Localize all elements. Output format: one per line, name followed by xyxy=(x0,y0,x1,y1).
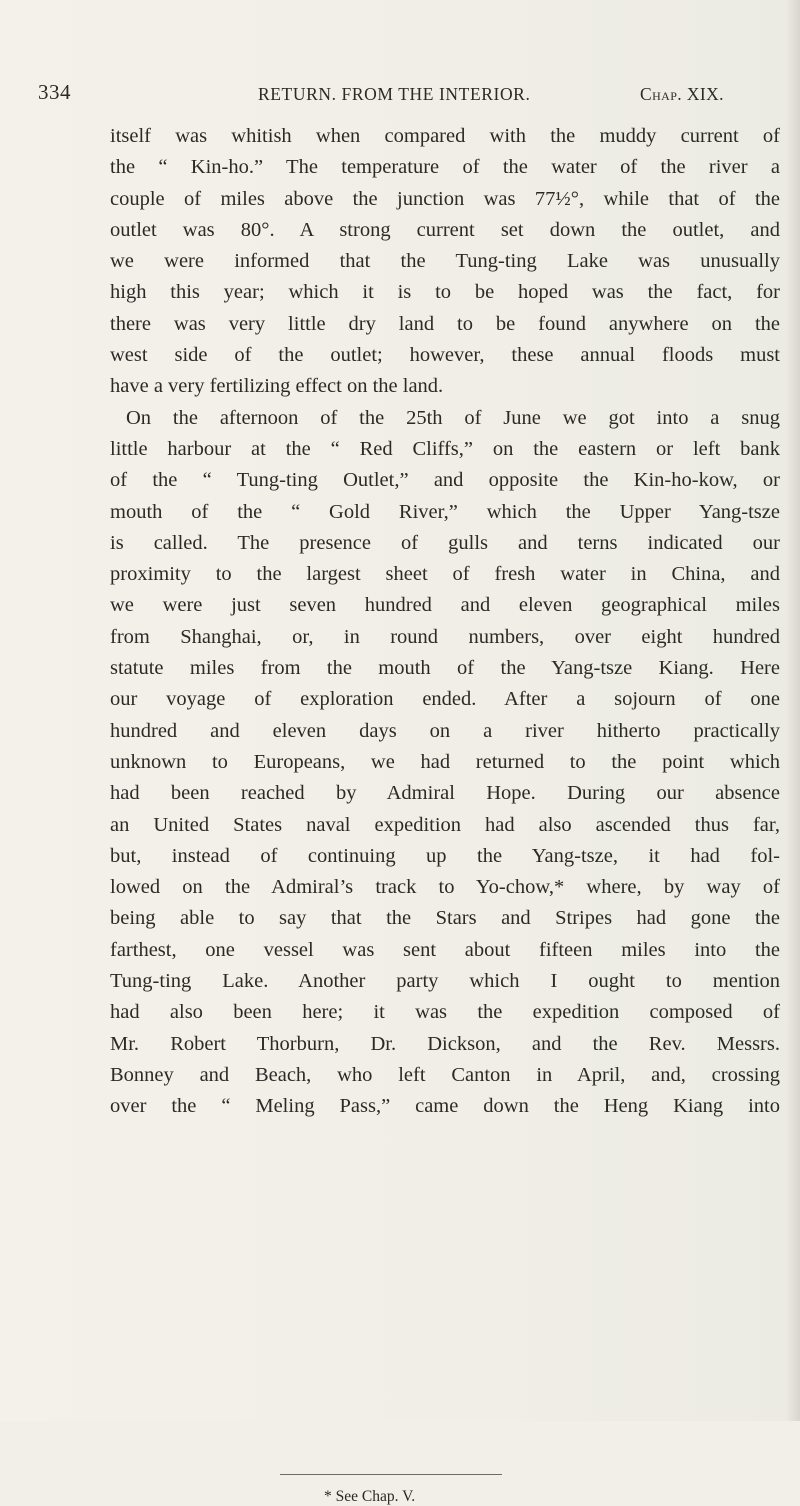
text-line: of the “ Tung-ting Outlet,” and opposite the Kin-ho-kow, or xyxy=(110,469,780,492)
text-line: there was very little dry land to be found anywhere on the xyxy=(110,312,780,335)
text-line: Tung-ting Lake. Another party which I ought to mention xyxy=(110,970,780,993)
page-number: 334 xyxy=(38,80,71,104)
chapter-label: Chap. XIX. xyxy=(640,84,724,104)
text-line: but, instead of continuing up the Yang-tsze, it had fol- xyxy=(110,844,780,867)
running-title: RETURN. FROM THE INTERIOR. xyxy=(258,84,531,104)
text-line: the “ Kin-ho.” The temperature of the water of the river a xyxy=(110,156,780,179)
text-line: statute miles from the mouth of the Yang-tsze Kiang. Here xyxy=(110,657,780,680)
text-line: lowed on the Admiral’s track to Yo-chow,* where, by way of xyxy=(110,876,780,899)
text-line: mouth of the “ Gold River,” which the Upper Yang-tsze xyxy=(110,500,780,523)
text-line: high this year; which it is to be hoped was the fact, for xyxy=(110,281,780,304)
text-line: unknown to Europeans, we had returned to the point which xyxy=(110,750,780,773)
text-line: we were just seven hundred and eleven geographical miles xyxy=(110,594,780,617)
text-line: being able to say that the Stars and Stripes had gone the xyxy=(110,907,780,930)
text-line: proximity to the largest sheet of fresh water in China, and xyxy=(110,563,780,586)
text-line: Bonney and Beach, who left Canton in April, and, crossing xyxy=(110,1063,780,1086)
text-line: farthest, one vessel was sent about fifteen miles into the xyxy=(110,938,780,961)
text-line: over the “ Meling Pass,” came down the Heng Kiang into xyxy=(110,1095,780,1118)
text-line: couple of miles above the junction was 77½°, while that of the xyxy=(110,187,780,210)
footnote-divider xyxy=(280,1474,502,1475)
text-line: from Shanghai, or, in round numbers, over eight hundred xyxy=(110,625,780,648)
text-line: an United States naval expedition had also ascended thus far, xyxy=(110,813,780,836)
text-line: itself was whitish when compared with the muddy current of xyxy=(110,125,780,147)
page-edge-shadow xyxy=(786,0,800,1421)
text-line: hundred and eleven days on a river hitherto practically xyxy=(110,719,780,742)
text-line: have a very fertilizing effect on the land. xyxy=(110,375,444,398)
text-line: west side of the outlet; however, these annual floods must xyxy=(110,344,780,367)
text-line: Mr. Robert Thorburn, Dr. Dickson, and the Rev. Messrs. xyxy=(110,1032,780,1055)
text-line: On the afternoon of the 25th of June we got into a snug xyxy=(126,406,780,429)
text-line: our voyage of exploration ended. After a sojourn of one xyxy=(110,688,780,711)
running-header xyxy=(38,80,790,110)
text-line: had been reached by Admiral Hope. During our absence xyxy=(110,782,780,805)
text-line: had also been here; it was the expedition composed of xyxy=(110,1001,780,1024)
text-line: is called. The presence of gulls and terns indicated our xyxy=(110,531,780,554)
footnote: * See Chap. V. xyxy=(324,1488,416,1505)
text-line: outlet was 80°. A strong current set down the outlet, and xyxy=(110,218,780,241)
text-line: we were informed that the Tung-ting Lake was unusually xyxy=(110,250,780,273)
body-text xyxy=(110,121,780,1123)
text-line: little harbour at the “ Red Cliffs,” on the eastern or left bank xyxy=(110,437,780,460)
